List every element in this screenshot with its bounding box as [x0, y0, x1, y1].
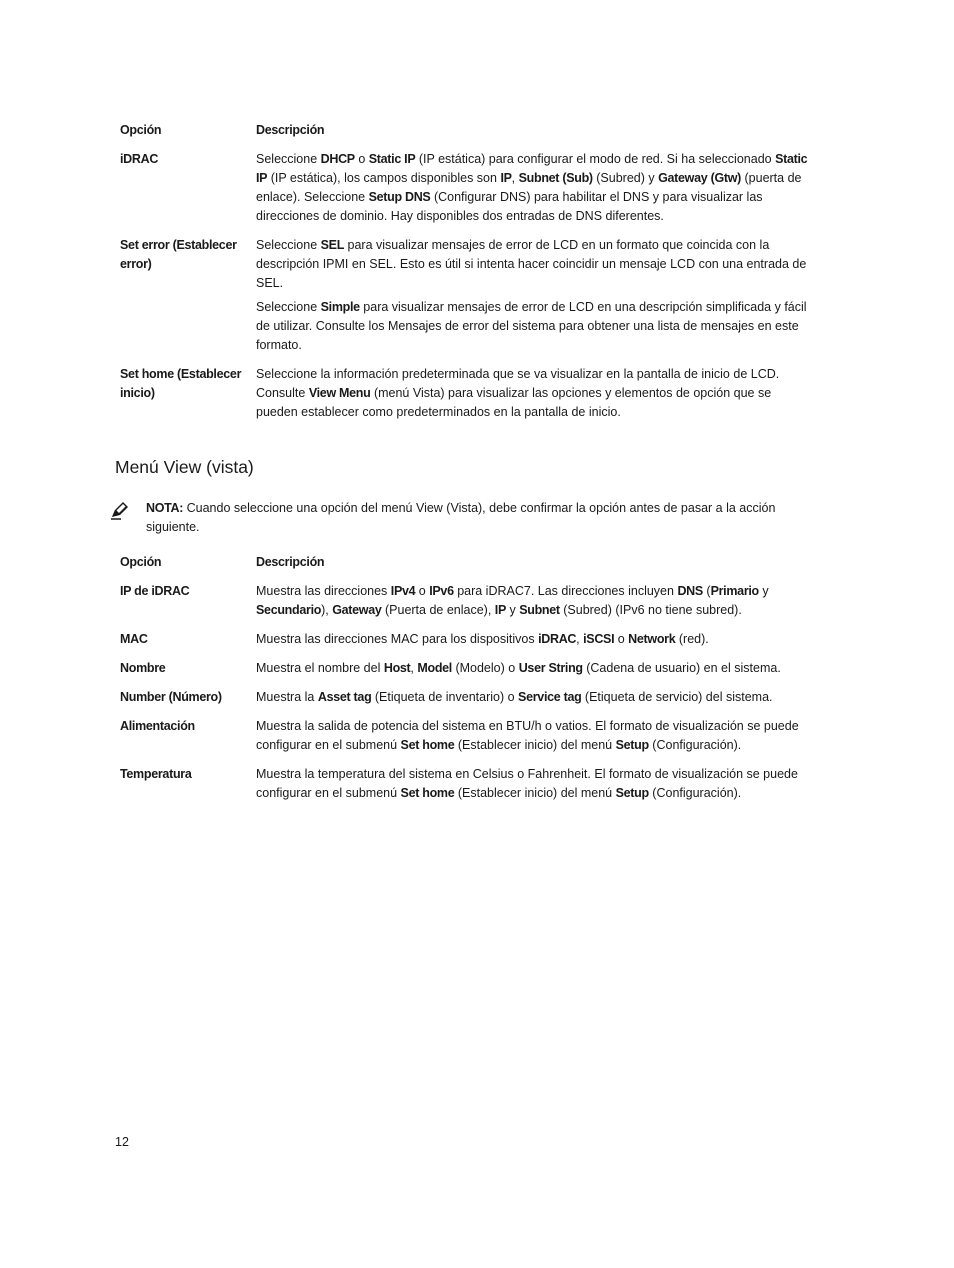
- text-run: y: [758, 584, 769, 598]
- text-run: ),: [321, 603, 333, 617]
- bold-term: User String: [518, 661, 583, 675]
- header-description: Descripción: [256, 555, 325, 569]
- bold-term: Setup: [615, 786, 649, 800]
- bold-term: IP: [500, 171, 512, 185]
- description-paragraph: [256, 150, 810, 226]
- table-header: [120, 121, 810, 140]
- text-run: (IP estática) para configurar el modo de red. Si ha seleccionado: [415, 152, 776, 166]
- bold-term: Setup DNS: [368, 190, 431, 204]
- table-row: [120, 582, 810, 620]
- bold-term: DNS: [677, 584, 703, 598]
- description-paragraph: [256, 365, 810, 422]
- text-run: (Establecer inicio) del menú: [454, 786, 616, 800]
- option-description: [256, 150, 810, 226]
- text-run: Seleccione: [256, 152, 321, 166]
- text-run: (IP estática), los campos disponibles son: [267, 171, 501, 185]
- bold-term: Secundario: [256, 603, 322, 617]
- option-name: MAC: [120, 632, 148, 646]
- bold-term: DHCP: [320, 152, 355, 166]
- description-paragraph: [256, 765, 810, 803]
- table-row: [120, 365, 810, 422]
- description-paragraph: [256, 717, 810, 755]
- option-name: Alimentación: [120, 719, 195, 733]
- table-row: [120, 765, 810, 803]
- bold-term: IPv4: [390, 584, 416, 598]
- bold-term: Service tag: [518, 690, 582, 704]
- text-run: Muestra las direcciones: [256, 584, 391, 598]
- text-run: (menú Vista) para visualizar las opciones y elementos de opción que se pueden establecer como predeterminados en la pantalla de inicio.: [256, 386, 772, 419]
- table-row: [120, 688, 810, 707]
- text-run: y: [506, 603, 520, 617]
- option-description: [256, 630, 810, 649]
- option-name: IP de iDRAC: [120, 584, 190, 598]
- bold-term: Static IP: [256, 152, 808, 185]
- option-description: [256, 582, 810, 620]
- text-run: (Puerta de enlace),: [381, 603, 495, 617]
- bold-term: Static IP: [368, 152, 416, 166]
- bold-term: View Menu: [308, 386, 371, 400]
- bold-term: Primario: [710, 584, 759, 598]
- header-option: Opción: [120, 555, 162, 569]
- bold-term: Network: [628, 632, 676, 646]
- option-description: [256, 659, 810, 678]
- bold-term: Set home: [400, 786, 455, 800]
- bold-term: Set home: [400, 738, 455, 752]
- text-run: (red).: [675, 632, 709, 646]
- note-text: [146, 499, 810, 537]
- table-row: [120, 659, 810, 678]
- page-number: 12: [115, 1135, 129, 1149]
- text-run: o: [614, 632, 629, 646]
- text-run: (Configuración).: [648, 786, 742, 800]
- text-run: (Establecer inicio) del menú: [454, 738, 616, 752]
- bold-term: Gateway (Gtw): [658, 171, 742, 185]
- description-paragraph: [256, 659, 810, 678]
- text-run: Seleccione: [256, 238, 321, 252]
- option-name: Set home (Establecer inicio): [120, 367, 242, 400]
- bold-term: Subnet (Sub): [518, 171, 593, 185]
- bold-term: Asset tag: [317, 690, 372, 704]
- table-row: [120, 630, 810, 649]
- bold-term: Setup: [615, 738, 649, 752]
- text-run: Muestra el nombre del: [256, 661, 384, 675]
- options-table-view-menu: [120, 553, 810, 803]
- table-row: [120, 236, 810, 355]
- bold-term: iDRAC: [538, 632, 577, 646]
- description-paragraph: [256, 630, 810, 649]
- option-name: Set error (Establecer error): [120, 238, 237, 271]
- table-header: [120, 553, 810, 572]
- text-run: o: [415, 584, 430, 598]
- text-run: (Configurar DNS) para habilitar el DNS y para visualizar las direcciones de dominio. Hay disponibles dos entradas de DNS diferentes.: [256, 190, 763, 223]
- bold-term: iSCSI: [583, 632, 615, 646]
- text-run: (Cadena de usuario) en el sistema.: [582, 661, 781, 675]
- text-run: (Etiqueta de servicio) del sistema.: [581, 690, 773, 704]
- option-description: [256, 717, 810, 755]
- option-name: Number (Número): [120, 690, 222, 704]
- text-run: (Subred) y: [592, 171, 659, 185]
- bold-term: Model: [417, 661, 452, 675]
- text-run: para iDRAC7. Las direcciones incluyen: [453, 584, 678, 598]
- bold-term: Subnet: [519, 603, 560, 617]
- option-name: iDRAC: [120, 152, 159, 166]
- table-row: [120, 717, 810, 755]
- section-title: Menú View (vista): [115, 457, 254, 477]
- description-paragraph: [256, 298, 810, 355]
- note-box: [110, 499, 810, 537]
- text-run: ,: [576, 632, 584, 646]
- text-run: (Modelo) o: [451, 661, 519, 675]
- text-run: (puerta de enlace). Seleccione: [256, 171, 802, 204]
- text-run: Seleccione: [256, 300, 321, 314]
- text-run: (: [702, 584, 711, 598]
- text-run: Muestra la salida de potencia del sistema en BTU/h o vatios. El formato de visualización se puede configurar en el submenú: [256, 719, 799, 752]
- text-run: Muestra la: [256, 690, 318, 704]
- option-description: [256, 365, 810, 422]
- bold-term: SEL: [320, 238, 345, 252]
- option-description: [256, 236, 810, 355]
- text-run: ,: [410, 661, 418, 675]
- option-description: [256, 688, 810, 707]
- options-table-setup: [120, 121, 810, 422]
- text-run: (Subred) (IPv6 no tiene subred).: [559, 603, 742, 617]
- text-run: (Etiqueta de inventario) o: [371, 690, 519, 704]
- text-run: para visualizar mensajes de error de LCD en una descripción simplificada y fácil de utilizar. Consulte los Mensajes de error del sistema para obtener una lista de mensajes en este formato.: [256, 300, 807, 352]
- table-row: [120, 150, 810, 226]
- bold-term: IPv6: [429, 584, 454, 598]
- text-run: Muestra la temperatura del sistema en Celsius o Fahrenheit. El formato de visualización se puede configurar en el submenú: [256, 767, 798, 800]
- option-name: Nombre: [120, 661, 166, 675]
- text-run: (Configuración).: [648, 738, 742, 752]
- bold-term: IP: [494, 603, 506, 617]
- bold-term: Simple: [320, 300, 360, 314]
- text-run: ,: [511, 171, 519, 185]
- header-option: Opción: [120, 123, 162, 137]
- note-label: NOTA:: [146, 501, 184, 515]
- bold-term: Gateway: [332, 603, 382, 617]
- description-paragraph: [256, 688, 810, 707]
- text-run: Muestra las direcciones MAC para los dispositivos: [256, 632, 539, 646]
- option-description: [256, 765, 810, 803]
- text-run: Seleccione la información predeterminada que se va visualizar en la pantalla de inicio de LCD. Consulte: [256, 367, 780, 400]
- bold-term: Host: [383, 661, 411, 675]
- description-paragraph: [256, 582, 810, 620]
- option-name: Temperatura: [120, 767, 192, 781]
- header-description: Descripción: [256, 123, 325, 137]
- note-pencil-icon: [110, 499, 146, 537]
- text-run: o: [354, 152, 369, 166]
- text-run: para visualizar mensajes de error de LCD en un formato que coincida con la descripción IPMI en SEL. Esto es útil si intenta hacer coincidir un mensaje LCD con una entrada de SEL.: [256, 238, 807, 290]
- note-body: Cuando seleccione una opción del menú View (Vista), debe confirmar la opción antes de pasar a la acción siguiente.: [146, 501, 776, 534]
- description-paragraph: [256, 236, 810, 293]
